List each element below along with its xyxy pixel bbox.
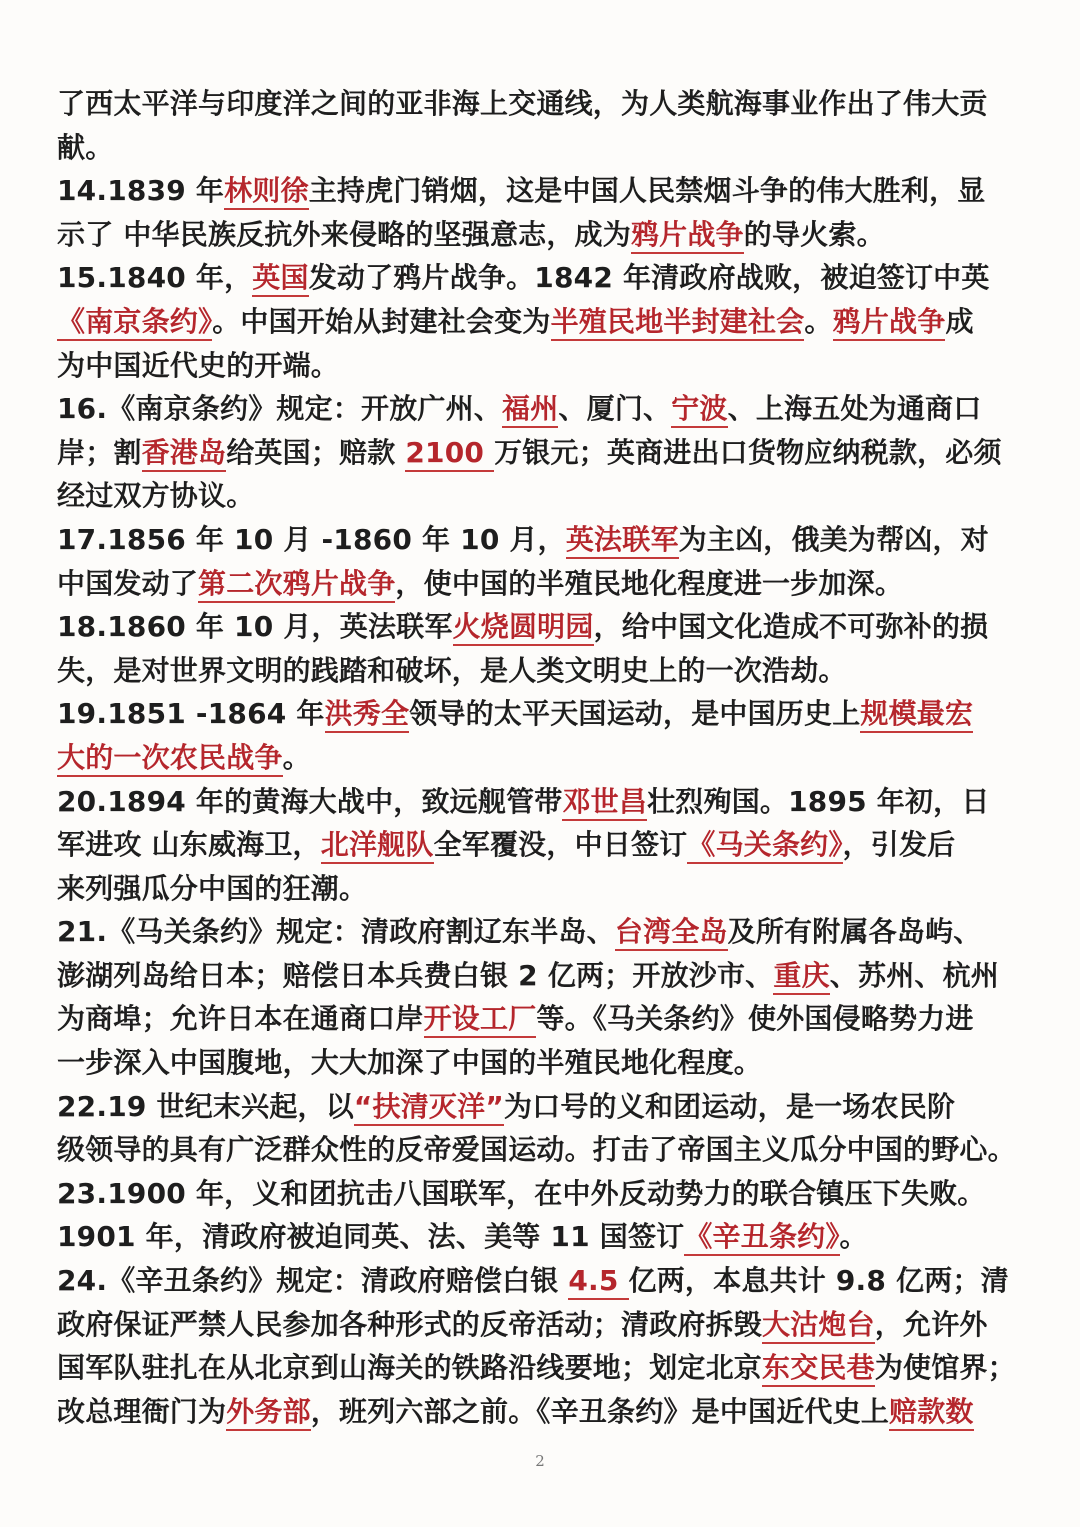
highlighted-term: 《南京条约》	[57, 305, 212, 341]
highlighted-term: 台湾全岛	[615, 915, 728, 951]
text-line	[57, 692, 1032, 736]
text-line	[57, 256, 1032, 300]
text-segment: 政府保证严禁人民参加各种形式的反帝活动；清政府拆毁	[57, 1307, 763, 1341]
text-segment: 来列强瓜分中国的狂潮。	[57, 871, 368, 905]
text-segment: 了西太平洋与印度洋之间的亚非海上交通线，为人类航海事业作出了伟大贡	[57, 87, 988, 120]
text-line	[57, 82, 1032, 126]
highlighted-term: 鸦片战争	[631, 218, 744, 254]
highlighted-term: 规模最宏	[860, 697, 973, 733]
text-line	[57, 1259, 1032, 1303]
highlighted-term: 半殖民地半封建社会	[551, 305, 805, 341]
highlighted-term: 《马关条约》	[687, 828, 842, 864]
text-segment: 为使馆界；	[874, 1351, 1016, 1385]
text-line	[57, 1346, 1032, 1390]
text-segment: 军进攻 山东威海卫，	[57, 828, 321, 862]
text-segment: 改总理衙门为	[57, 1394, 227, 1428]
text-line	[57, 126, 1032, 170]
highlighted-term: 第二次鸦片战争	[198, 567, 395, 603]
text-line	[57, 867, 1032, 911]
text-line	[57, 1303, 1032, 1347]
text-segment: 发动了鸦片战争。1842 年清政府战败，被迫签订中英	[308, 261, 990, 295]
text-segment: 20.1894 年的黄海大战中，致远舰管带	[57, 784, 563, 818]
text-line	[57, 997, 1032, 1041]
text-line	[57, 431, 1032, 475]
text-line	[57, 823, 1032, 867]
highlighted-term: 开设工厂	[424, 1002, 537, 1038]
text-segment: ，给中国文化造成不可弥补的损	[593, 610, 989, 644]
text-segment: 献。	[57, 130, 114, 164]
text-line	[57, 954, 1032, 998]
highlighted-term: 大沽炮台	[762, 1308, 875, 1344]
text-line	[57, 169, 1032, 213]
highlighted-term: 英法联军	[566, 523, 679, 559]
highlighted-term: 重庆	[773, 959, 829, 995]
text-segment: 主持虎门销烟，这是中国人民禁烟斗争的伟大胜利，显	[308, 174, 986, 208]
text-line	[57, 649, 1032, 693]
text-segment: 一步深入中国腹地，大大加深了中国的半殖民地化程度。	[57, 1046, 763, 1080]
text-line	[57, 474, 1032, 518]
text-segment: 成	[945, 304, 974, 338]
text-line	[57, 213, 1032, 257]
text-line	[57, 518, 1032, 562]
text-segment: 为主凶，俄美为帮凶，对	[678, 522, 989, 556]
text-segment: 为商埠；允许日本在通商口岸	[57, 1002, 424, 1036]
text-segment: 24.《辛丑条约》规定：清政府赔偿白银	[57, 1264, 569, 1298]
highlighted-term: 英国	[252, 261, 308, 297]
text-segment: 领导的太平天国运动，是中国历史上	[409, 697, 861, 731]
text-segment: 级领导的具有广泛群众性的反帝爱国运动。打击了帝国主义瓜分中国的野心。	[57, 1133, 1016, 1167]
highlighted-term: 《辛丑条约》	[684, 1220, 839, 1256]
highlighted-term: 林则徐	[224, 174, 309, 210]
text-segment: 17.1856 年 10 月 -1860 年 10 月，	[57, 522, 566, 556]
text-segment: 。	[804, 304, 833, 338]
text-segment: 中国发动了	[57, 566, 199, 600]
text-line	[57, 1085, 1032, 1129]
highlighted-term: 外务部	[226, 1395, 311, 1431]
text-segment: 壮烈殉国。1895 年初，日	[647, 784, 990, 818]
highlighted-term: 赔款数	[889, 1395, 974, 1431]
text-segment: 。	[839, 1220, 868, 1254]
text-line	[57, 387, 1032, 431]
text-line	[57, 1390, 1032, 1434]
highlighted-term: 东交民巷	[762, 1351, 875, 1387]
text-line	[57, 300, 1032, 344]
text-segment: 给英国；赔款	[226, 435, 406, 469]
text-line	[57, 562, 1032, 606]
text-segment: 亿两，本息共计 9.8 亿两；清	[628, 1264, 1009, 1298]
text-line	[57, 780, 1032, 824]
text-segment: 示了 中华民族反抗外来侵略的坚强意志，成为	[57, 217, 631, 251]
text-segment: 、苏州、杭州	[829, 958, 999, 992]
text-segment: 、厦门、	[558, 392, 672, 426]
text-segment: 23.1900 年，义和团抗击八国联军，在中外反动势力的联合镇压下失败。	[57, 1176, 986, 1210]
page-number: 2	[535, 1452, 545, 1470]
text-segment: 及所有附属各岛屿、	[727, 915, 982, 949]
highlighted-term: 宁波	[671, 392, 727, 428]
text-segment: 等。《马关条约》使外国侵略势力进	[536, 1002, 974, 1036]
text-line	[57, 1215, 1032, 1259]
text-segment: 21.《马关条约》规定：清政府割辽东半岛、	[57, 915, 615, 949]
text-segment: 、上海五处为通商口	[727, 392, 982, 426]
text-line	[57, 1128, 1032, 1172]
text-segment: ，班列六部之前。《辛丑条约》是中国近代史上	[310, 1394, 890, 1428]
text-segment: 国军队驻扎在从北京到山海关的铁路沿线要地；划定北京	[57, 1351, 763, 1385]
text-line	[57, 736, 1032, 780]
text-line	[57, 1172, 1032, 1216]
text-segment: 18.1860 年 10 月，英法联军	[57, 610, 453, 644]
highlighted-term: “扶清灭洋”	[354, 1090, 504, 1126]
text-segment: 22.19 世纪末兴起，以	[57, 1089, 354, 1123]
text-segment: 经过双方协议。	[57, 479, 255, 513]
text-segment: 15.1840 年，	[57, 261, 253, 295]
highlighted-term: 火烧圆明园	[453, 610, 594, 646]
highlighted-term: 香港岛	[142, 436, 227, 472]
text-segment: 。	[282, 740, 311, 774]
text-segment: 澎湖列岛给日本；赔偿日本兵费白银 2 亿两；开放沙市、	[57, 958, 774, 992]
text-line	[57, 605, 1032, 649]
text-segment: 。中国开始从封建社会变为	[212, 304, 551, 338]
text-line	[57, 344, 1032, 388]
text-segment: 全军覆没，中日签订	[433, 828, 688, 862]
text-segment: 1901 年，清政府被迫同英、法、美等 11 国签订	[57, 1220, 685, 1254]
highlighted-term: 北洋舰队	[321, 828, 434, 864]
text-segment: 万银元；英商进出口货物应纳税款，必须	[494, 435, 1002, 469]
highlighted-term: 4.5	[568, 1264, 628, 1300]
text-segment: 失，是对世界文明的践踏和破坏，是人类文明史上的一次浩劫。	[57, 653, 847, 687]
text-segment: ，允许外	[874, 1307, 988, 1341]
text-line	[57, 910, 1032, 954]
text-line	[57, 1041, 1032, 1085]
highlighted-term: 鸦片战争	[833, 305, 946, 341]
document-body	[57, 82, 1032, 1433]
text-segment: ，引发后	[842, 828, 956, 862]
text-segment: 14.1839 年	[57, 174, 225, 208]
highlighted-term: 2100	[405, 436, 494, 472]
highlighted-term: 洪秀全	[325, 697, 410, 733]
text-segment: 的导火索。	[743, 217, 885, 251]
highlighted-term: 邓世昌	[562, 785, 647, 821]
text-segment: 19.1851 -1864 年	[57, 697, 325, 731]
text-segment: ，使中国的半殖民地化程度进一步加深。	[395, 566, 904, 600]
text-segment: 16.《南京条约》规定：开放广州、	[57, 392, 503, 426]
text-segment: 岸；割	[57, 435, 142, 469]
text-segment: 为中国近代史的开端。	[57, 348, 340, 382]
highlighted-term: 大的一次农民战争	[57, 741, 283, 777]
highlighted-term: 福州	[502, 392, 558, 428]
text-segment: 为口号的义和团运动，是一场农民阶	[503, 1089, 956, 1123]
